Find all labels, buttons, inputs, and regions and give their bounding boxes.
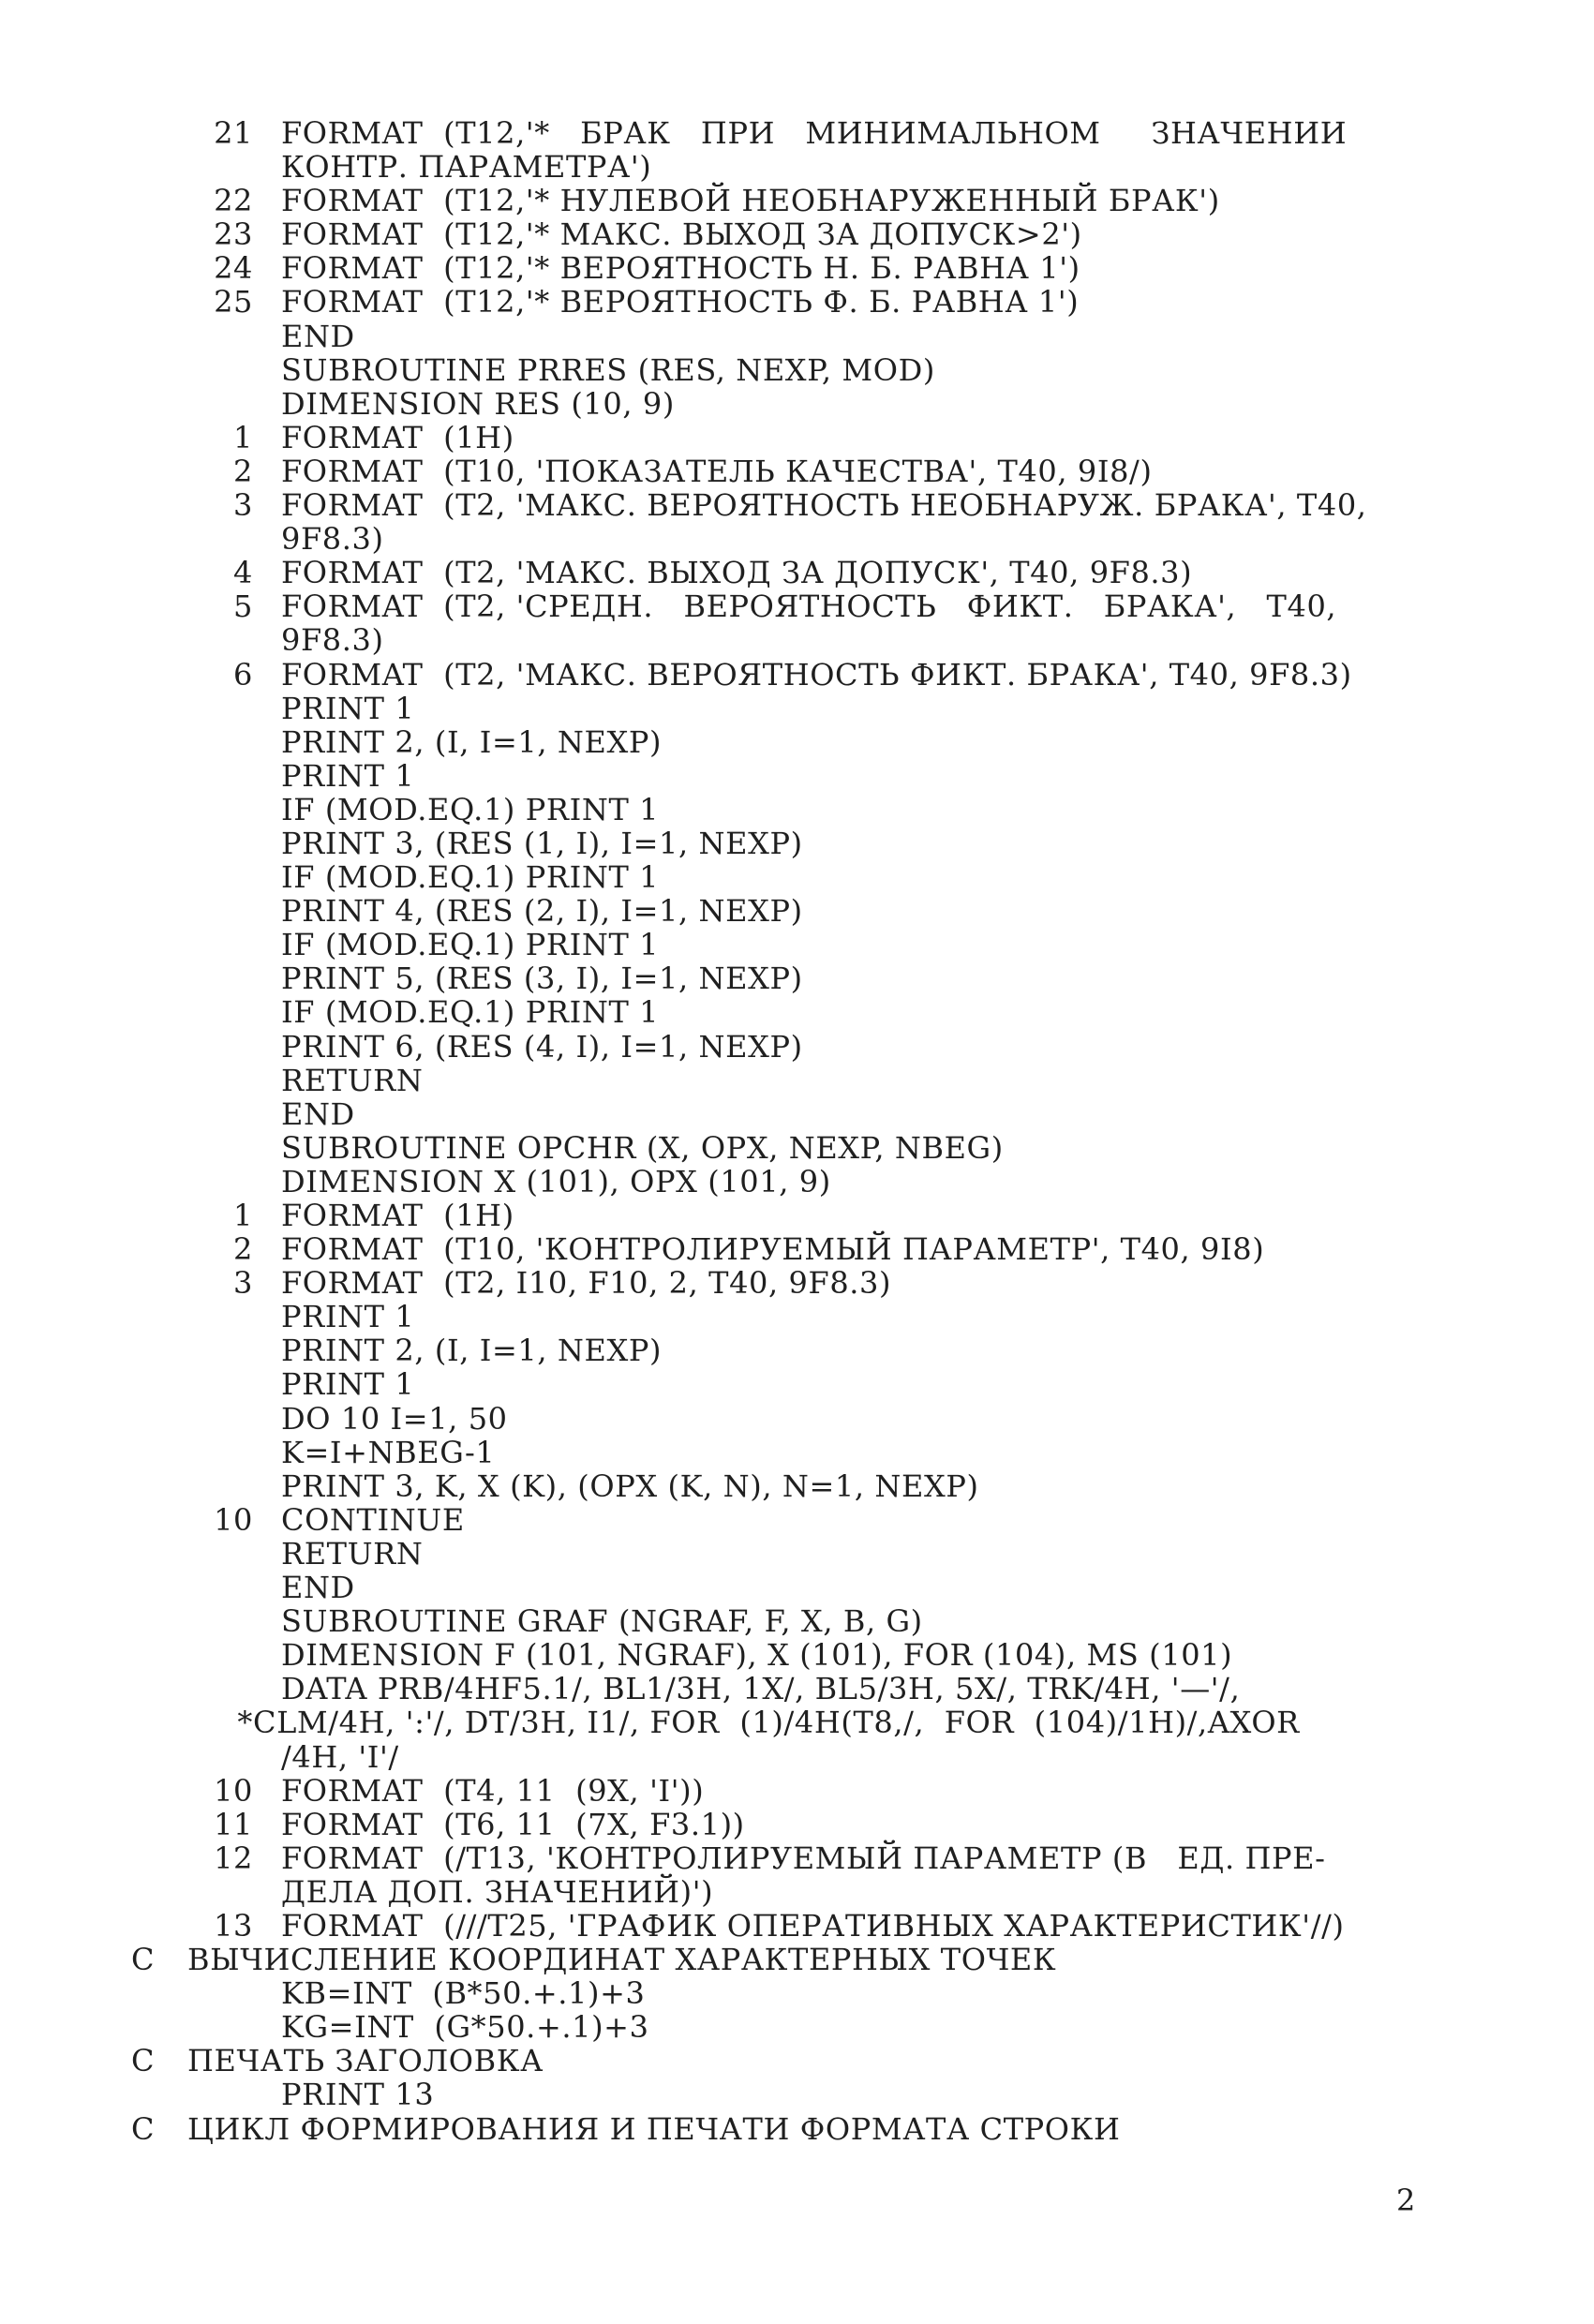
statement-text: RETURN — [281, 1062, 424, 1098]
code-line — [122, 1503, 1452, 1537]
code-line — [122, 1740, 1452, 1774]
comment-line — [122, 2112, 1452, 2146]
code-line — [122, 1909, 1452, 1943]
statement-text: ДЕЛА ДОП. ЗНАЧЕНИЙ)') — [281, 1873, 714, 1910]
line-label: 3 — [233, 1265, 253, 1302]
code-line — [122, 421, 1452, 454]
line-label: C — [131, 2110, 156, 2147]
code-line — [122, 2078, 1452, 2111]
code-line — [122, 961, 1452, 995]
code-line — [122, 1030, 1452, 1064]
line-label: C — [131, 2043, 156, 2079]
line-label: 23 — [214, 216, 253, 253]
code-line — [122, 995, 1452, 1029]
statement-text: DATA PRB/4HF5.1/, BL1/3H, 1X/, BL5/3H, 5X/, TRK/4H, '—'/, — [281, 1671, 1241, 1707]
line-label: C — [131, 1942, 156, 1978]
statement-text: FORMAT (1H) — [281, 1198, 514, 1233]
line-label: 21 — [214, 115, 253, 151]
line-label: 12 — [214, 1840, 253, 1876]
statement-text: DIMENSION RES (10, 9) — [281, 385, 675, 422]
code-line — [122, 1875, 1452, 1909]
statement-text: PRINT 3, K, X (K), (OPX (K, N), N=1, NEXP) — [281, 1467, 979, 1504]
statement-text: PRINT 1 — [281, 757, 415, 794]
statement-text: 9F8.3) — [281, 521, 384, 558]
code-line — [122, 1604, 1452, 1638]
code-line — [122, 860, 1452, 894]
code-line — [122, 1774, 1452, 1808]
code-line — [122, 658, 1452, 692]
statement-text: FORMAT (T12,'* НУЛЕВОЙ НЕОБНАРУЖЕННЫЙ БРАК') — [281, 183, 1220, 219]
comment-text: ЦИКЛ ФОРМИРОВАНИЯ И ПЕЧАТИ ФОРМАТА СТРОКИ — [187, 2110, 1121, 2147]
code-line — [122, 1402, 1452, 1436]
line-label: 10 — [214, 1772, 253, 1809]
comment-line — [122, 2044, 1452, 2078]
code-line — [122, 1064, 1452, 1097]
code-line — [122, 150, 1452, 184]
statement-text: PRINT 5, (RES (3, I), I=1, NEXP) — [281, 961, 803, 997]
statement-text: /4H, 'I'/ — [281, 1738, 399, 1775]
code-line — [122, 556, 1452, 589]
statement-text: SUBROUTINE GRAF (NGRAF, F, X, B, G) — [281, 1603, 923, 1640]
statement-text: DIMENSION X (101), OPX (101, 9) — [281, 1163, 831, 1199]
statement-text: FORMAT (T2, 'СРЕДН. ВЕРОЯТНОСТЬ ФИКТ. БРАКА', T40, — [281, 588, 1337, 625]
statement-text: FORMAT (T12,'* ВЕРОЯТНОСТЬ Н. Б. РАВНА 1') — [281, 250, 1080, 287]
statement-text: PRINT 13 — [281, 2077, 435, 2113]
statement-text: K=I+NBEG-1 — [281, 1434, 496, 1470]
statement-text: CONTINUE — [281, 1501, 465, 1538]
statement-text: CLM/4H, ':'/, DT/3H, I1/, FOR (1)/4H(T8,/, FOR (104)/1H)/,AXOR — [253, 1705, 1300, 1741]
line-label: 6 — [233, 656, 253, 693]
statement-text: PRINT 1 — [281, 1366, 415, 1403]
statement-text: RETURN — [281, 1535, 424, 1572]
code-line — [122, 1232, 1452, 1266]
statement-text: FORMAT (/T13, 'КОНТРОЛИРУЕМЫЙ ПАРАМЕТР (В ЕД. ПРЕ- — [281, 1840, 1326, 1876]
statement-text: KB=INT (B*50.+.1)+3 — [281, 1975, 646, 2012]
code-line — [122, 1841, 1452, 1875]
statement-text: FORMAT (T6, 11 (7X, F3.1)) — [281, 1806, 745, 1842]
code-line — [122, 387, 1452, 421]
code-line — [122, 1469, 1452, 1503]
code-line — [122, 116, 1452, 150]
line-label: 2 — [233, 1231, 253, 1268]
code-line — [122, 1571, 1452, 1604]
comment-text: ПЕЧАТЬ ЗАГОЛОВКА — [187, 2043, 544, 2079]
statement-text: IF (MOD.EQ.1) PRINT 1 — [281, 927, 660, 963]
code-line — [122, 217, 1452, 251]
code-line — [122, 1367, 1452, 1401]
code-line — [122, 1333, 1452, 1367]
code-line — [122, 1199, 1452, 1232]
line-label: 1 — [233, 419, 253, 455]
line-label: * — [237, 1705, 253, 1741]
statement-text: IF (MOD.EQ.1) PRINT 1 — [281, 859, 660, 896]
line-label: 13 — [214, 1907, 253, 1944]
code-line — [122, 759, 1452, 793]
code-line — [122, 285, 1452, 319]
code-line — [122, 1976, 1452, 2010]
statement-text: FORMAT (T2, 'МАКС. ВЕРОЯТНОСТЬ ФИКТ. БРАКА', T40, 9F8.3) — [281, 656, 1352, 693]
line-label: 22 — [214, 183, 253, 219]
statement-text: FORMAT (T10, 'КОНТРОЛИРУЕМЫЙ ПАРАМЕТР', T40, 9I8) — [281, 1231, 1265, 1268]
statement-text: END — [281, 318, 355, 354]
statement-text: FORMAT (T12,'* ВЕРОЯТНОСТЬ Ф. Б. РАВНА 1') — [281, 284, 1080, 320]
statement-text: PRINT 2, (I, I=1, NEXP) — [281, 723, 663, 760]
statement-text: PRINT 4, (RES (2, I), I=1, NEXP) — [281, 893, 803, 930]
code-line — [122, 1638, 1452, 1672]
statement-text: PRINT 1 — [281, 690, 415, 726]
statement-text: 9F8.3) — [281, 622, 384, 659]
code-line — [122, 2010, 1452, 2044]
code-line — [122, 793, 1452, 827]
statement-text: FORMAT (T2, 'МАКС. ВЫХОД ЗА ДОПУСК', T40, 9F8.3) — [281, 555, 1193, 591]
line-label: 25 — [214, 284, 253, 320]
statement-text: FORMAT (T2, I10, F10, 2, T40, 9F8.3) — [281, 1265, 892, 1302]
statement-text: FORMAT (1H) — [281, 419, 514, 455]
line-label: 1 — [233, 1198, 253, 1233]
statement-text: KG=INT (G*50.+.1)+3 — [281, 2009, 649, 2046]
code-line — [122, 827, 1452, 860]
statement-text: SUBROUTINE PRRES (RES, NEXP, MOD) — [281, 351, 935, 388]
code-line — [122, 1537, 1452, 1571]
code-line — [122, 1097, 1452, 1131]
statement-text: SUBROUTINE OPCHR (X, OPX, NEXP, NBEG) — [281, 1129, 1004, 1166]
statement-text: PRINT 3, (RES (1, I), I=1, NEXP) — [281, 825, 803, 861]
line-label: 24 — [214, 250, 253, 287]
code-line — [122, 522, 1452, 556]
code-line — [122, 894, 1452, 928]
code-line — [122, 251, 1452, 285]
statement-text: FORMAT (T4, 11 (9X, 'I')) — [281, 1772, 705, 1809]
code-line — [122, 1300, 1452, 1333]
line-label: 4 — [233, 555, 253, 591]
fortran-listing — [122, 116, 1452, 2146]
statement-text: DO 10 I=1, 50 — [281, 1400, 508, 1437]
code-line — [122, 1672, 1452, 1706]
comment-text: ВЫЧИСЛЕНИЕ КООРДИНАТ ХАРАКТЕРНЫХ ТОЧЕК — [187, 1942, 1057, 1978]
statement-text: IF (MOD.EQ.1) PRINT 1 — [281, 791, 660, 827]
code-line — [122, 725, 1452, 759]
statement-text: PRINT 6, (RES (4, I), I=1, NEXP) — [281, 1028, 803, 1065]
code-line — [122, 353, 1452, 387]
statement-text: FORMAT (T12,'* БРАК ПРИ МИНИМАЛЬНОМ ЗНАЧЕНИИ — [281, 115, 1348, 151]
code-line — [122, 488, 1452, 522]
statement-text: END — [281, 1570, 355, 1606]
code-line — [122, 1266, 1452, 1300]
page-number: 2 — [1396, 2182, 1416, 2218]
statement-text: КОНТР. ПАРАМЕТРА') — [281, 149, 652, 186]
statement-text: FORMAT (T2, 'МАКС. ВЕРОЯТНОСТЬ НЕОБНАРУЖ. БРАКА', T40, — [281, 487, 1367, 524]
line-label: 2 — [233, 453, 253, 489]
statement-text: FORMAT (T10, 'ПОКАЗАТЕЛЬ КАЧЕСТВА', T40, 9I8/) — [281, 453, 1153, 489]
code-line — [122, 623, 1452, 657]
statement-text: PRINT 2, (I, I=1, NEXP) — [281, 1333, 663, 1369]
comment-line — [122, 1943, 1452, 1976]
code-line — [122, 692, 1452, 725]
code-line — [122, 454, 1452, 488]
line-label: 3 — [233, 487, 253, 524]
line-label: 11 — [214, 1806, 253, 1842]
code-line — [122, 1436, 1452, 1469]
code-line — [122, 1165, 1452, 1199]
code-line — [122, 184, 1452, 217]
statement-text: FORMAT (///T25, 'ГРАФИК ОПЕРАТИВНЫХ ХАРАКТЕРИСТИК'//) — [281, 1907, 1345, 1944]
statement-text: FORMAT (T12,'* МАКС. ВЫХОД ЗА ДОПУСК>2') — [281, 216, 1082, 253]
code-line — [122, 320, 1452, 353]
code-line — [122, 589, 1452, 623]
statement-text: PRINT 1 — [281, 1299, 415, 1335]
line-label: 10 — [214, 1501, 253, 1538]
statement-text: END — [281, 1095, 355, 1132]
statement-text: IF (MOD.EQ.1) PRINT 1 — [281, 994, 660, 1031]
code-line — [122, 1808, 1452, 1841]
code-line — [122, 1706, 1452, 1739]
code-line — [122, 928, 1452, 961]
statement-text: DIMENSION F (101, NGRAF), X (101), FOR (104), MS (101) — [281, 1637, 1233, 1674]
code-line — [122, 1131, 1452, 1165]
line-label: 5 — [233, 588, 253, 625]
